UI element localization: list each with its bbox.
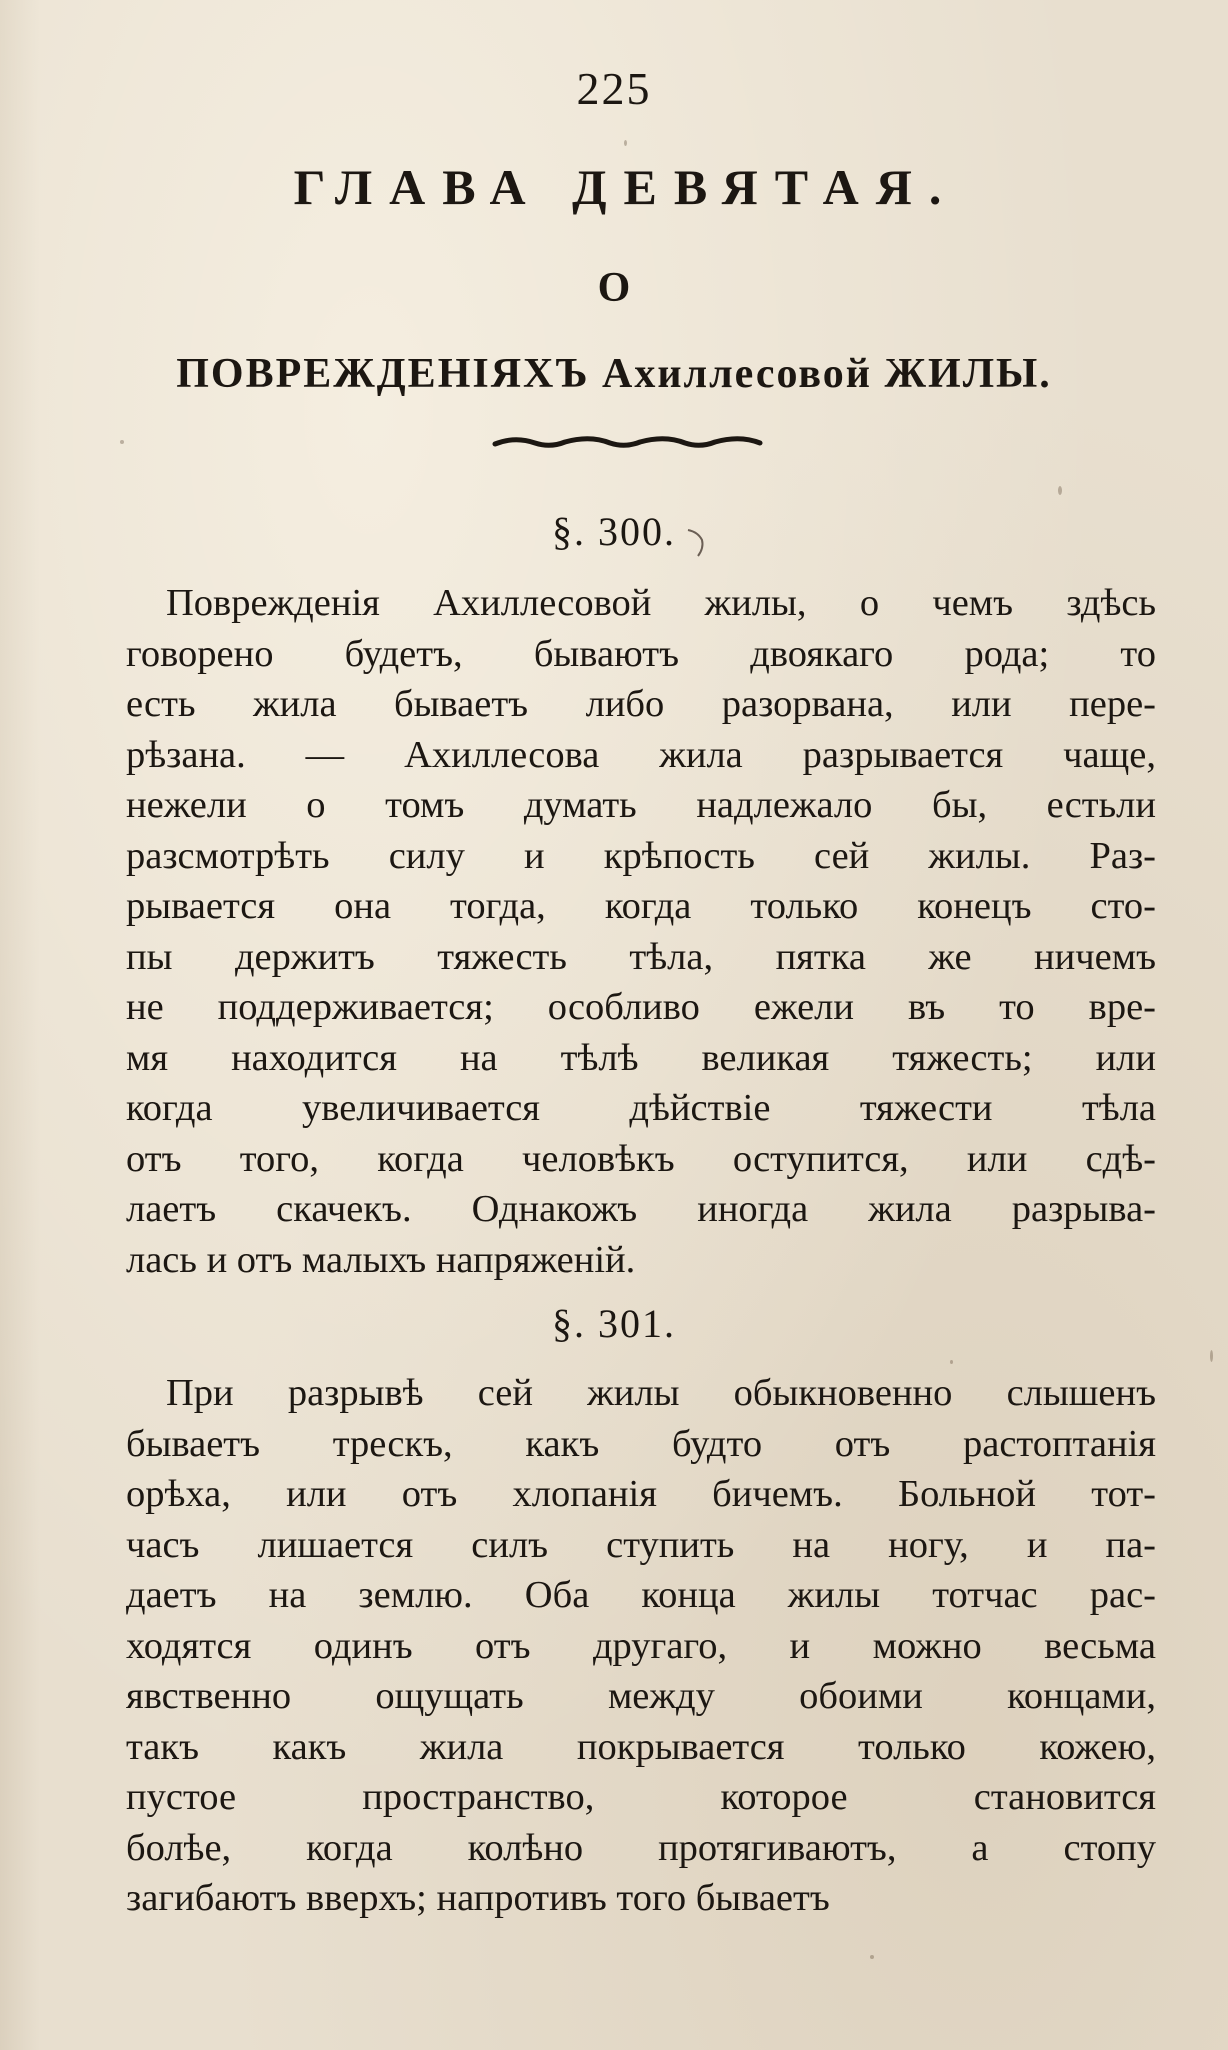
text-line: Поврежденія Ахиллесовой жилы, о чемъ здѣсь bbox=[166, 582, 1156, 624]
text-line: мя находится на тѣлѣ великая тяжесть; или bbox=[126, 1036, 1156, 1079]
section-301-text bbox=[126, 1368, 1156, 1924]
text-line: явственно ощущать между обоими концами, bbox=[126, 1675, 1156, 1717]
text-line: ходятся одинъ отъ другаго, и можно весьма bbox=[126, 1624, 1156, 1667]
text-line: загибаютъ вверхъ; напротивъ того бываетъ bbox=[126, 1877, 830, 1919]
text-line: часъ лишается силъ ступить на ногу, и па- bbox=[126, 1523, 1156, 1566]
page-number: 225 bbox=[576, 63, 652, 114]
text-line: не поддерживается; особливо ежели въ то вре- bbox=[126, 986, 1156, 1028]
paper-speck bbox=[950, 1360, 953, 1364]
chapter-title: ГЛАВА ДЕВЯТАЯ. bbox=[293, 159, 959, 215]
text-line: когда увеличивается дѣйствіе тяжести тѣла bbox=[126, 1087, 1156, 1129]
text-line: рѣзана. — Ахиллесова жила разрывается чаще, bbox=[126, 733, 1156, 776]
section-300-text bbox=[126, 578, 1156, 1285]
chapter-subtitle-preposition: О bbox=[597, 265, 631, 311]
text-line: рывается она тогда, когда только конецъ сто- bbox=[126, 885, 1156, 927]
ornament-divider bbox=[490, 432, 770, 452]
paper-speck bbox=[870, 1955, 874, 1959]
text-line: болѣе, когда колѣно протягиваютъ, а стопу bbox=[126, 1826, 1156, 1869]
section-mark-301: §. 301. bbox=[552, 1301, 676, 1346]
text-line: есть жила бываетъ либо разорвана, или пере- bbox=[126, 683, 1156, 725]
text-line: даетъ на землю. Оба конца жилы тотчас рас- bbox=[126, 1574, 1156, 1616]
paper-speck bbox=[120, 440, 124, 444]
section-mark-300: §. 300. bbox=[552, 509, 676, 554]
text-line: нежели о томъ думать надлежало бы, естьли bbox=[126, 784, 1156, 826]
text-line: орѣха, или отъ хлопанія бичемъ. Больной тот- bbox=[126, 1473, 1156, 1515]
text-line: лаетъ скачекъ. Однакожъ иногда жила разрыва- bbox=[126, 1188, 1156, 1230]
text-line: бываетъ трескъ, какъ будто отъ растоптанія bbox=[126, 1422, 1156, 1465]
text-line: отъ того, когда человѣкъ оступится, или сдѣ- bbox=[126, 1137, 1156, 1180]
text-line: такъ какъ жила покрывается только кожею, bbox=[126, 1725, 1156, 1768]
text-line: лась и отъ малыхъ напряженій. bbox=[126, 1238, 636, 1281]
pencil-mark bbox=[684, 522, 710, 562]
text-line: пы держитъ тяжесть тѣла, пятка же ничемъ bbox=[126, 935, 1156, 978]
chapter-subtitle: ПОВРЕЖДЕНІЯХЪ Ахиллесовой ЖИЛЫ. bbox=[176, 351, 1052, 397]
text-line: пустое пространство, которое становится bbox=[126, 1776, 1156, 1818]
text-line: разсмотрѣть силу и крѣпость сей жилы. Раз- bbox=[126, 834, 1156, 877]
text-line: говорено будетъ, бываютъ двоякаго рода; то bbox=[126, 632, 1156, 675]
text-line: При разрывѣ сей жилы обыкновенно слышенъ bbox=[166, 1372, 1156, 1414]
paper-speck bbox=[1058, 486, 1062, 495]
paper-speck bbox=[624, 140, 627, 146]
paper-speck bbox=[1210, 1350, 1213, 1362]
